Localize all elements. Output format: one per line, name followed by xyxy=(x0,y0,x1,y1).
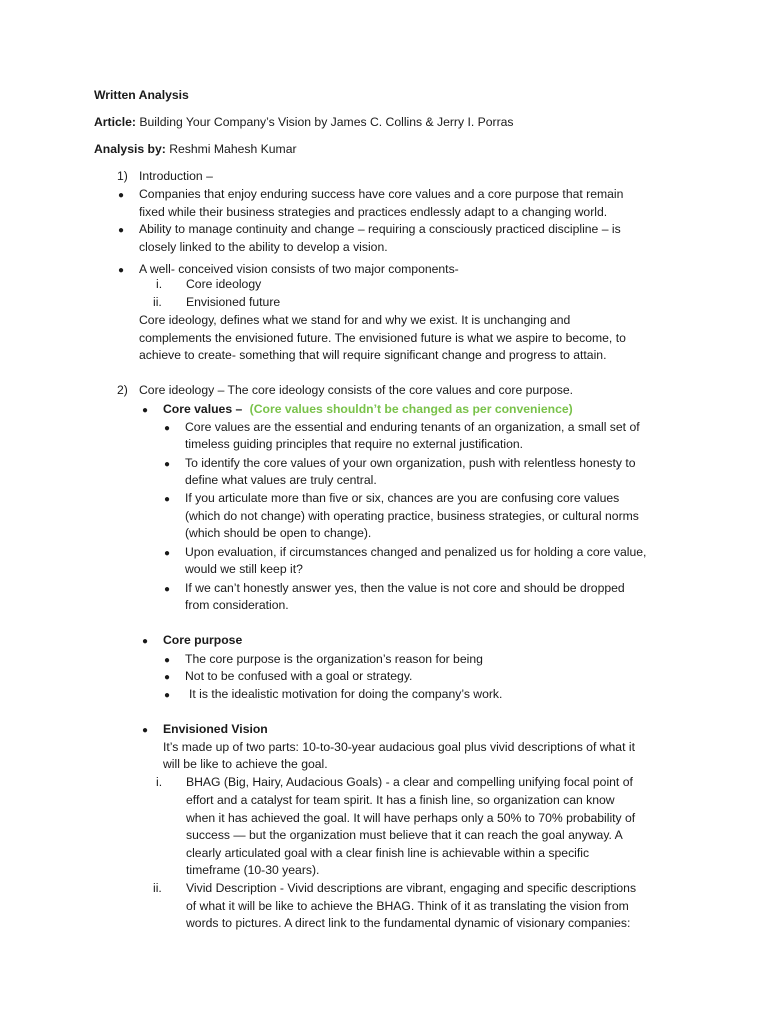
paragraph-line: would we still keep it? xyxy=(185,562,303,576)
bullet-icon: ● xyxy=(164,494,171,505)
roman-numeral: i. xyxy=(156,277,163,291)
paragraph-line: achieve to create- something that will require significant change and progress to attain. xyxy=(139,348,607,362)
subsection-heading xyxy=(163,401,573,419)
roman-numeral: i. xyxy=(156,775,163,789)
list-item: The core purpose is the organization’s reason for being xyxy=(185,652,483,666)
section-heading: Core ideology – The core ideology consists of the core values and core purpose. xyxy=(139,383,574,397)
paragraph-line: words to pictures. A direct link to the fundamental dynamic of visionary companies: xyxy=(186,916,631,930)
subsection-heading: Core purpose xyxy=(163,633,243,647)
subsection-heading: Envisioned Vision xyxy=(163,722,268,736)
roman-numeral: ii. xyxy=(153,881,162,895)
list-item: Core ideology xyxy=(186,277,262,291)
core-values-note: (Core values shouldn’t be changed as per convenience) xyxy=(249,402,573,416)
paragraph-line: fixed while their business strategies and practices endlessly adapt to a changing world. xyxy=(139,205,608,219)
paragraph-line: To identify the core values of your own organization, push with relentless honesty to xyxy=(185,456,636,470)
paragraph-line: (which should be open to change). xyxy=(185,526,372,540)
bullet-icon: ● xyxy=(164,672,171,683)
paragraph-line: closely linked to the ability to develop a vision. xyxy=(139,240,388,254)
paragraph-line: If we can’t honestly answer yes, then the value is not core and should be dropped xyxy=(185,581,625,595)
paragraph-line: It’s made up of two parts: 10-to-30-year audacious goal plus vivid descriptions of what it xyxy=(163,740,635,754)
paragraph-line: define what values are truly central. xyxy=(185,473,377,487)
roman-numeral: ii. xyxy=(153,295,162,309)
paragraph-line: when it has achieved the goal. It will have perhaps only a 50% to 70% probability of xyxy=(186,811,636,825)
bullet-icon: ● xyxy=(118,190,125,201)
paragraph-line: Core ideology, defines what we stand for and why we exist. It is unchanging and xyxy=(139,313,571,327)
bullet-icon: ● xyxy=(142,405,149,416)
list-item: It is the idealistic motivation for doing the company’s work. xyxy=(189,687,503,701)
paragraph-line: clearly articulated goal with a clear finish line is achievable within a specific xyxy=(186,846,590,860)
bullet-icon: ● xyxy=(164,690,171,701)
paragraph-line: of what it will be like to achieve the BHAG. Think of it as translating the vision from xyxy=(186,899,629,913)
analysis-value: Reshmi Mahesh Kumar xyxy=(169,142,297,156)
section-number: 1) xyxy=(117,169,128,183)
section-number: 2) xyxy=(117,383,128,397)
bullet-icon: ● xyxy=(164,584,171,595)
list-item: Not to be confused with a goal or strategy. xyxy=(185,669,413,683)
paragraph-line: timeless guiding principles that require no external justification. xyxy=(185,437,524,451)
paragraph-line: (which do not change) with operating practice, business strategies, or cultural norms xyxy=(185,509,639,523)
paragraph-line: complements the envisioned future. The envisioned future is what we aspire to become, to xyxy=(139,331,626,345)
paragraph-line: Upon evaluation, if circumstances changed and penalized us for holding a core value, xyxy=(185,545,647,559)
paragraph-line: Companies that enjoy enduring success have core values and a core purpose that remain xyxy=(139,187,624,201)
core-values-label: Core values – xyxy=(163,402,243,416)
list-item: Envisioned future xyxy=(186,295,281,309)
article-line xyxy=(94,114,514,132)
analysis-label: Analysis by: xyxy=(94,142,166,156)
analysis-by-line xyxy=(94,141,297,159)
article-value: Building Your Company’s Vision by James C. Collins & Jerry I. Porras xyxy=(139,115,514,129)
bullet-icon: ● xyxy=(164,423,171,434)
bullet-icon: ● xyxy=(164,655,171,666)
article-label: Article: xyxy=(94,115,136,129)
paragraph-line: will be like to achieve the goal. xyxy=(163,757,328,771)
paragraph-line: A well- conceived vision consists of two major components- xyxy=(139,262,459,276)
bullet-icon: ● xyxy=(118,265,125,276)
bullet-icon: ● xyxy=(142,636,149,647)
bullet-icon: ● xyxy=(164,459,171,470)
paragraph-line: success — but the organization must believe that it can reach the goal anyway. A xyxy=(186,828,623,842)
paragraph-line: Ability to manage continuity and change – requiring a consciously practiced discipline – is xyxy=(139,222,621,236)
paragraph-line: timeframe (10-30 years). xyxy=(186,863,320,877)
bullet-icon: ● xyxy=(118,225,125,236)
paragraph-line: BHAG (Big, Hairy, Audacious Goals) - a clear and compelling unifying focal point of xyxy=(186,775,633,789)
paragraph-line: Vivid Description - Vivid descriptions are vibrant, engaging and specific descriptions xyxy=(186,881,637,895)
bullet-icon: ● xyxy=(142,725,149,736)
paragraph-line: from consideration. xyxy=(185,598,289,612)
paragraph-line: effort and a catalyst for team spirit. It has a finish line, so organization can know xyxy=(186,793,615,807)
paragraph-line: Core values are the essential and enduring tenants of an organization, a small set of xyxy=(185,420,640,434)
document-title: Written Analysis xyxy=(94,88,189,102)
bullet-icon: ● xyxy=(164,548,171,559)
section-heading: Introduction – xyxy=(139,169,213,183)
paragraph-line: If you articulate more than five or six, chances are you are confusing core values xyxy=(185,491,620,505)
